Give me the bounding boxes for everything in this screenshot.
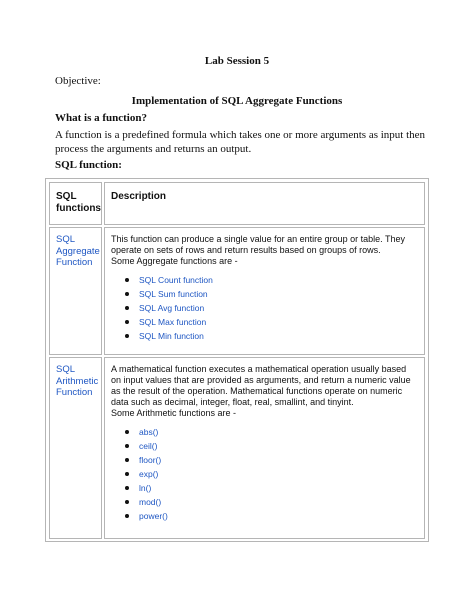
table-row-aggregate-description [104, 227, 425, 355]
bullet-icon [125, 278, 129, 282]
list-item[interactable]: exp() [125, 467, 418, 481]
sql-function-heading: SQL function: [55, 159, 122, 171]
bullet-icon [125, 292, 129, 296]
what-is-function-heading: What is a function? [55, 112, 147, 124]
list-item[interactable]: SQL Avg function [125, 301, 418, 315]
header-sql-functions: SQL functions [49, 182, 102, 225]
list-item[interactable]: abs() [125, 425, 418, 439]
arithmetic-function-list [111, 425, 418, 523]
bullet-icon [125, 486, 129, 490]
bullet-icon [125, 334, 129, 338]
list-item[interactable]: mod() [125, 495, 418, 509]
list-item[interactable]: SQL Count function [125, 273, 418, 287]
bullet-icon [125, 306, 129, 310]
table-row-arithmetic-name [49, 357, 102, 539]
bullet-icon [125, 472, 129, 476]
bullet-icon [125, 430, 129, 434]
list-item[interactable]: SQL Max function [125, 315, 418, 329]
aggregate-description-text: This function can produce a single value for an entire group or table. They operate on sets of rows and return results based on groups of rows. [111, 234, 406, 255]
bullet-icon [125, 444, 129, 448]
arithmetic-function-link[interactable]: SQL Arithmetic Function [56, 364, 99, 398]
session-title: Lab Session 5 [204, 55, 270, 67]
function-definition: A function is a predefined formula which takes one or more arguments as input then process the arguments and returns an output. [55, 129, 426, 155]
list-item[interactable]: ceil() [125, 439, 418, 453]
list-item[interactable]: floor() [125, 453, 418, 467]
table-row-arithmetic-description [104, 357, 425, 539]
bullet-icon [125, 500, 129, 504]
header-description: Description [104, 182, 425, 225]
list-item[interactable]: power() [125, 509, 418, 523]
aggregate-function-link[interactable]: SQL Aggregate Function [56, 234, 100, 268]
aggregate-function-list [111, 273, 418, 343]
bullet-icon [125, 458, 129, 462]
list-item[interactable]: ln() [125, 481, 418, 495]
aggregate-list-intro: Some Aggregate functions are - [111, 256, 238, 266]
bullet-icon [125, 514, 129, 518]
list-item[interactable]: SQL Sum function [125, 287, 418, 301]
table-row-aggregate-name [49, 227, 102, 355]
bullet-icon [125, 320, 129, 324]
arithmetic-list-intro: Some Arithmetic functions are - [111, 408, 237, 418]
implementation-title: Implementation of SQL Aggregate Functions [131, 95, 343, 107]
arithmetic-description-text: A mathematical function executes a mathematical operation usually based on input values that are provided as arguments, and return a numeric value as the result of the operation. Mathematical functions operate on numeric data such as decimal, integer, float, real, smallint, and tinyint. [111, 364, 411, 407]
sql-functions-table [45, 178, 429, 542]
list-item[interactable]: SQL Min function [125, 329, 418, 343]
objective-label: Objective: [55, 75, 101, 87]
